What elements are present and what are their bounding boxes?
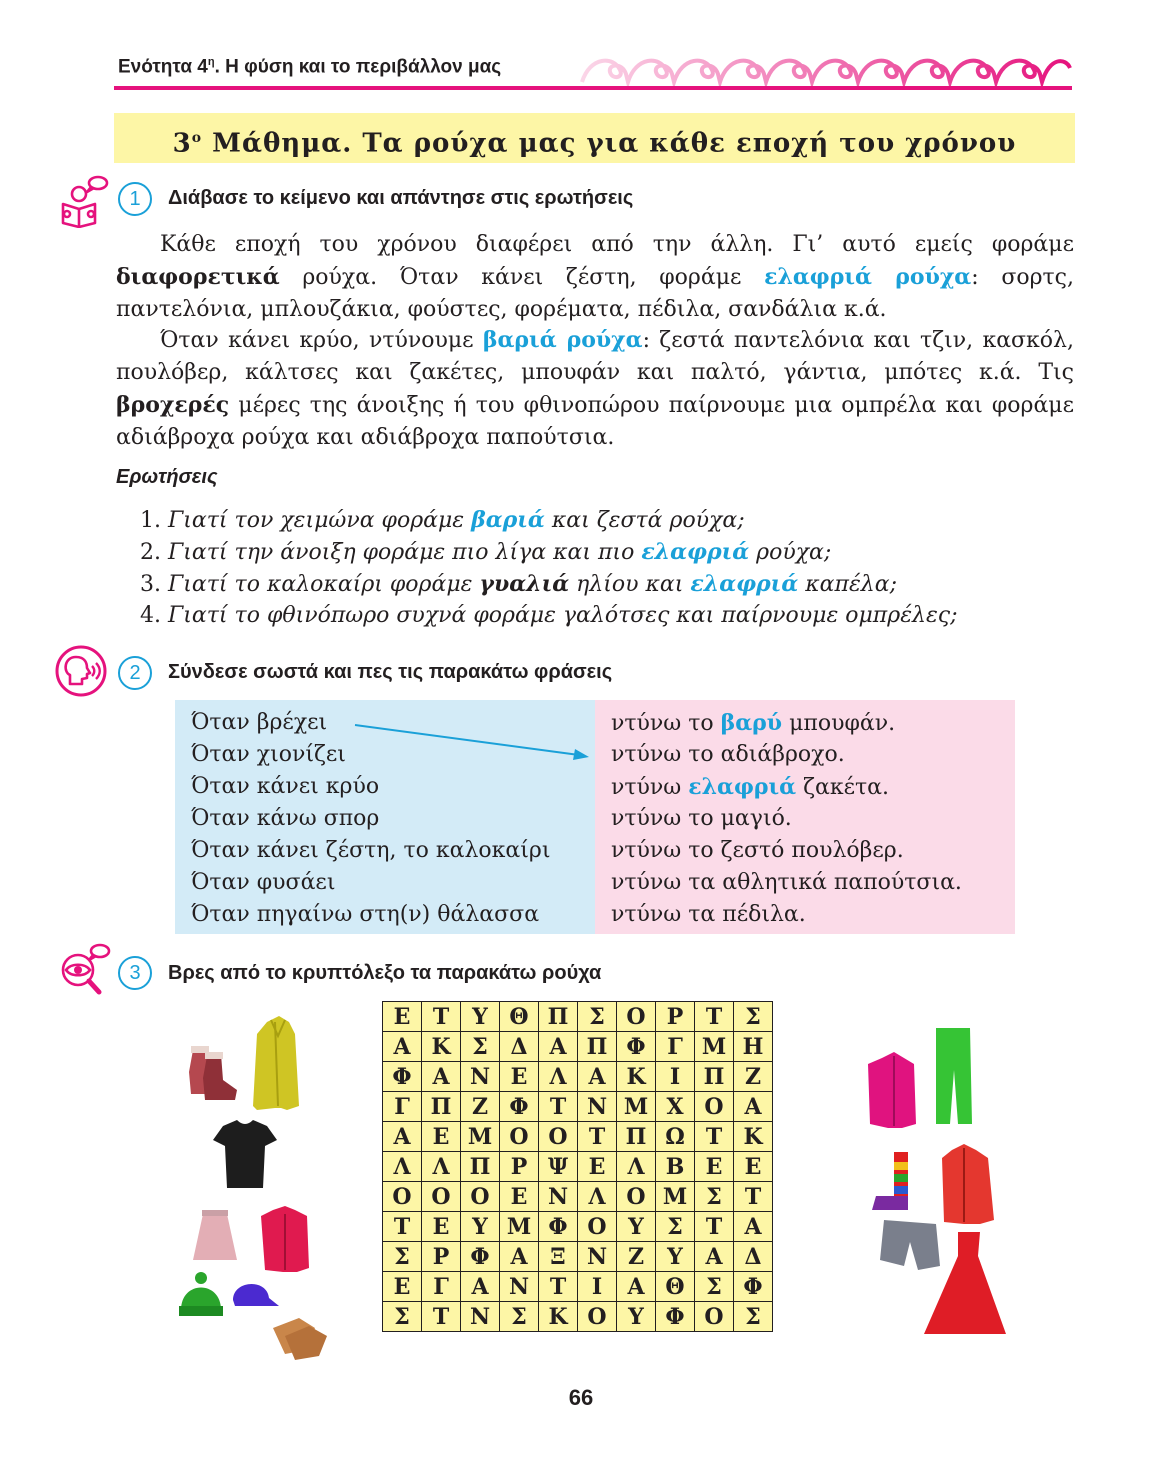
grid-cell[interactable]: Α: [461, 1272, 500, 1302]
grid-cell[interactable]: Φ: [617, 1032, 656, 1062]
grid-cell[interactable]: Σ: [734, 1302, 773, 1332]
jacket-icon: [942, 1144, 994, 1224]
grid-cell[interactable]: Φ: [500, 1092, 539, 1122]
grid-cell[interactable]: Φ: [734, 1272, 773, 1302]
grid-cell[interactable]: Ο: [578, 1212, 617, 1242]
grid-cell[interactable]: Ν: [578, 1092, 617, 1122]
grid-cell[interactable]: Υ: [617, 1302, 656, 1332]
grid-cell[interactable]: Β: [656, 1152, 695, 1182]
grid-cell[interactable]: Μ: [500, 1212, 539, 1242]
grid-cell[interactable]: Τ: [539, 1092, 578, 1122]
right-phrase[interactable]: ντύνω το αδιάβροχο.: [611, 742, 845, 767]
grid-cell[interactable]: Ν: [539, 1182, 578, 1212]
grid-cell[interactable]: Κ: [734, 1122, 773, 1152]
question-4: 4. Γιατί το φθινόπωρο συχνά φοράμε γαλότσες και παίρνουμε ομπρέλες;: [140, 603, 958, 628]
grid-cell[interactable]: Ο: [617, 1002, 656, 1032]
cap-icon: [233, 1284, 279, 1306]
header-rule: [114, 86, 1072, 90]
grid-cell[interactable]: Μ: [695, 1032, 734, 1062]
grid-cell[interactable]: Α: [734, 1212, 773, 1242]
grid-cell[interactable]: Ξ: [539, 1242, 578, 1272]
blouse-icon: [868, 1052, 916, 1128]
shorts-icon: [880, 1220, 940, 1270]
grid-cell[interactable]: Ο: [695, 1302, 734, 1332]
left-phrase[interactable]: Όταν κάνει ζέστη, το καλοκαίρι: [191, 838, 551, 863]
skirt-icon: [193, 1210, 237, 1260]
grid-cell[interactable]: Λ: [617, 1152, 656, 1182]
exercise-2-title: Σύνδεσε σωστά και πες τις παρακάτω φράσεις: [168, 661, 613, 683]
grid-row: [383, 1002, 773, 1032]
grid-cell[interactable]: Μ: [461, 1122, 500, 1152]
grid-cell[interactable]: Σ: [461, 1032, 500, 1062]
grid-cell[interactable]: Κ: [617, 1062, 656, 1092]
grid-cell[interactable]: Σ: [578, 1002, 617, 1032]
grid-cell[interactable]: Φ: [656, 1302, 695, 1332]
grid-cell[interactable]: Ε: [383, 1002, 422, 1032]
grid-cell[interactable]: Ε: [578, 1152, 617, 1182]
grid-row: [383, 1152, 773, 1182]
grid-cell[interactable]: Ε: [500, 1182, 539, 1212]
grid-cell[interactable]: Ι: [578, 1272, 617, 1302]
grid-cell[interactable]: Υ: [461, 1002, 500, 1032]
grid-cell[interactable]: Κ: [422, 1032, 461, 1062]
grid-cell[interactable]: Υ: [461, 1212, 500, 1242]
example-arrow-icon: [175, 700, 1015, 934]
grid-cell[interactable]: Γ: [422, 1272, 461, 1302]
grid-cell[interactable]: Ο: [383, 1182, 422, 1212]
grid-cell[interactable]: Ο: [539, 1122, 578, 1152]
reading-paragraph-2: Όταν κάνει κρύο, ντύνουμε βαριά ρούχα: ζεστά παντελόνια και τζιν, κασκόλ, πουλόβερ, κάλτσες και ζακέτες, μπουφάν και παλτό, γάντια, μπότες κ.ά. Τις βροχερές μέρες της άνοιξης ή του φθινοπώρου παίρνουμε μια ομπρέλα και φοράμε αδιάβροχα ρούχα και αδιάβροχα παπούτσια.: [116, 327, 1074, 450]
grid-cell[interactable]: Χ: [656, 1092, 695, 1122]
grid-cell[interactable]: Λ: [539, 1062, 578, 1092]
grid-cell[interactable]: Ν: [500, 1272, 539, 1302]
reading-paragraph-1: Κάθε εποχή του χρόνου διαφέρει από την άλλη. Γι’ αυτό εμείς φοράμε διαφορετικά ρούχα. Όταν κάνει ζέστη, φοράμε ελαφριά ρούχα: σορτς, παντελόνια, μπλουζάκια, φούστες, φορέματα, πέδιλα, σανδάλια κ.ά.: [116, 232, 1075, 322]
grid-row: [383, 1302, 773, 1332]
exercise-1-title: Διάβασε το κείμενο και απάντησε στις ερωτήσεις: [168, 187, 634, 209]
grid-cell[interactable]: Σ: [383, 1242, 422, 1272]
beanie-icon: [179, 1272, 223, 1316]
cardigan-icon: [261, 1206, 309, 1272]
grid-cell[interactable]: Α: [695, 1242, 734, 1272]
grid-cell[interactable]: Ζ: [734, 1062, 773, 1092]
grid-cell[interactable]: Τ: [422, 1002, 461, 1032]
grid-cell[interactable]: Τ: [695, 1212, 734, 1242]
reading-child-icon: [58, 174, 112, 228]
grid-cell[interactable]: Τ: [422, 1302, 461, 1332]
grid-cell[interactable]: Φ: [461, 1242, 500, 1272]
unit-rest: . Η φύση και το περιβάλλον μας: [214, 56, 502, 78]
exercise-number-1: 1: [118, 182, 152, 216]
grid-cell[interactable]: Η: [734, 1032, 773, 1062]
left-phrase[interactable]: Όταν χιονίζει: [191, 742, 346, 767]
grid-cell[interactable]: Δ: [734, 1242, 773, 1272]
left-phrase[interactable]: Όταν κάνω σπορ: [191, 806, 380, 831]
grid-cell[interactable]: Ο: [422, 1182, 461, 1212]
grid-cell[interactable]: Ρ: [422, 1242, 461, 1272]
grid-cell[interactable]: Π: [695, 1062, 734, 1092]
grid-cell[interactable]: Ο: [500, 1122, 539, 1152]
grid-cell[interactable]: Τ: [539, 1272, 578, 1302]
grid-cell[interactable]: Π: [422, 1092, 461, 1122]
grid-cell[interactable]: Α: [617, 1272, 656, 1302]
grid-cell[interactable]: Ε: [734, 1152, 773, 1182]
matching-table: [175, 700, 1015, 934]
grid-cell[interactable]: Ο: [695, 1092, 734, 1122]
grid-cell[interactable]: Π: [461, 1152, 500, 1182]
grid-cell[interactable]: Τ: [734, 1182, 773, 1212]
right-phrase[interactable]: ντύνω τα αθλητικά παπούτσια.: [611, 870, 962, 895]
grid-cell[interactable]: Γ: [656, 1032, 695, 1062]
word-search-grid: [382, 1001, 773, 1332]
grid-cell[interactable]: Γ: [383, 1092, 422, 1122]
left-phrase[interactable]: Όταν βρέχει: [191, 710, 328, 735]
left-phrase[interactable]: Όταν φυσάει: [191, 870, 336, 895]
grid-cell[interactable]: Φ: [383, 1062, 422, 1092]
grid-cell[interactable]: Ο: [617, 1182, 656, 1212]
grid-cell[interactable]: Ρ: [500, 1152, 539, 1182]
grid-cell[interactable]: Λ: [422, 1152, 461, 1182]
grid-cell[interactable]: Ω: [656, 1122, 695, 1152]
question-1: 1. Γιατί τον χειμώνα φοράμε βαριά και ζεστά ρούχα;: [140, 507, 745, 533]
grid-cell[interactable]: Ε: [500, 1062, 539, 1092]
exercise-number-3: 3: [118, 956, 152, 990]
right-phrase[interactable]: ντύνω το βαρύ μπουφάν.: [611, 710, 896, 736]
grid-cell[interactable]: Ρ: [656, 1002, 695, 1032]
speaking-head-icon: [54, 644, 108, 698]
question-2: 2. Γιατί την άνοιξη φοράμε πιο λίγα και πιο ελαφριά ρούχα;: [140, 539, 832, 565]
grid-cell[interactable]: Π: [617, 1122, 656, 1152]
grid-cell[interactable]: Ε: [422, 1122, 461, 1152]
grid-cell[interactable]: Κ: [539, 1302, 578, 1332]
grid-cell[interactable]: Α: [578, 1062, 617, 1092]
grid-cell[interactable]: Υ: [656, 1242, 695, 1272]
meander-decoration-icon: [580, 50, 1074, 86]
grid-cell[interactable]: Τ: [383, 1212, 422, 1242]
question-3: 3. Γιατί το καλοκαίρι φοράμε γυαλιά ηλίου και ελαφριά καπέλα;: [140, 571, 898, 597]
grid-cell[interactable]: Ο: [578, 1302, 617, 1332]
grid-cell[interactable]: Π: [578, 1032, 617, 1062]
left-phrase[interactable]: Όταν κάνει κρύο: [191, 774, 380, 799]
right-phrase[interactable]: ντύνω ελαφριά ζακέτα.: [611, 774, 890, 800]
grid-cell[interactable]: Σ: [383, 1302, 422, 1332]
grid-row: [383, 1182, 773, 1212]
lesson-number: 3: [172, 128, 192, 159]
left-clothing-illustrations: [175, 1010, 340, 1362]
grid-row: [383, 1242, 773, 1272]
unit-sup: η: [207, 56, 215, 68]
questions-heading: Ερωτήσεις: [116, 466, 218, 488]
grid-row: [383, 1212, 773, 1242]
boots-icon: [189, 1046, 237, 1100]
grid-cell[interactable]: Ν: [461, 1302, 500, 1332]
unit-header: [118, 56, 501, 78]
grid-cell[interactable]: Θ: [656, 1272, 695, 1302]
gloves-icon: [273, 1318, 327, 1360]
lesson-number-sup: ο: [191, 130, 203, 146]
grid-cell[interactable]: Σ: [734, 1002, 773, 1032]
right-phrase[interactable]: ντύνω το μαγιό.: [611, 806, 792, 831]
grid-cell[interactable]: Α: [734, 1092, 773, 1122]
grid-cell[interactable]: Ε: [383, 1272, 422, 1302]
unit-prefix: Ενότητα 4: [118, 56, 208, 78]
trousers-icon: [936, 1028, 972, 1124]
grid-row: [383, 1122, 773, 1152]
grid-cell[interactable]: Ν: [578, 1242, 617, 1272]
grid-cell[interactable]: Π: [539, 1002, 578, 1032]
grid-cell[interactable]: Ε: [695, 1152, 734, 1182]
grid-cell[interactable]: Σ: [656, 1212, 695, 1242]
grid-cell[interactable]: Σ: [500, 1302, 539, 1332]
rain-boots-icon: [872, 1152, 908, 1210]
grid-cell[interactable]: Σ: [695, 1272, 734, 1302]
grid-cell[interactable]: Α: [500, 1242, 539, 1272]
grid-cell[interactable]: Τ: [695, 1002, 734, 1032]
grid-row: [383, 1272, 773, 1302]
grid-cell[interactable]: Α: [422, 1062, 461, 1092]
grid-cell[interactable]: Μ: [656, 1182, 695, 1212]
grid-cell[interactable]: Τ: [695, 1122, 734, 1152]
grid-cell[interactable]: Δ: [500, 1032, 539, 1062]
grid-cell[interactable]: Ε: [422, 1212, 461, 1242]
grid-cell[interactable]: Α: [383, 1032, 422, 1062]
grid-cell[interactable]: Υ: [617, 1212, 656, 1242]
coat-icon: [253, 1016, 299, 1110]
grid-cell[interactable]: Σ: [695, 1182, 734, 1212]
grid-cell[interactable]: Μ: [617, 1092, 656, 1122]
grid-cell[interactable]: Φ: [539, 1212, 578, 1242]
eye-magnifier-icon: [58, 942, 112, 996]
grid-cell[interactable]: Τ: [578, 1122, 617, 1152]
page-number: 66: [568, 1385, 594, 1410]
grid-row: [383, 1092, 773, 1122]
grid-cell[interactable]: Λ: [578, 1182, 617, 1212]
tshirt-icon: [213, 1120, 277, 1188]
grid-row: [383, 1032, 773, 1062]
grid-cell[interactable]: Ν: [461, 1062, 500, 1092]
right-phrase[interactable]: ντύνω το ζεστό πουλόβερ.: [611, 838, 904, 863]
lesson-title: [114, 113, 1075, 163]
left-phrase[interactable]: Όταν πηγαίνω στη(ν) θάλασσα: [191, 902, 540, 927]
grid-cell[interactable]: Θ: [500, 1002, 539, 1032]
grid-cell[interactable]: Ο: [461, 1182, 500, 1212]
grid-row: [383, 1062, 773, 1092]
grid-cell[interactable]: Α: [383, 1122, 422, 1152]
exercise-3-title: Βρες από το κρυπτόλεξο τα παρακάτω ρούχα: [168, 962, 602, 984]
grid-cell[interactable]: Ι: [656, 1062, 695, 1092]
grid-cell[interactable]: Ψ: [539, 1152, 578, 1182]
grid-cell[interactable]: Ζ: [617, 1242, 656, 1272]
right-phrase[interactable]: ντύνω τα πέδιλα.: [611, 902, 806, 927]
grid-cell[interactable]: Ζ: [461, 1092, 500, 1122]
right-clothing-illustrations: [860, 1020, 1020, 1350]
grid-cell[interactable]: Α: [539, 1032, 578, 1062]
lesson-title-text: Μάθημα. Τα ρούχα μας για κάθε εποχή του χρόνου: [202, 128, 1017, 159]
exercise-number-2: 2: [118, 656, 152, 690]
grid-cell[interactable]: Λ: [383, 1152, 422, 1182]
